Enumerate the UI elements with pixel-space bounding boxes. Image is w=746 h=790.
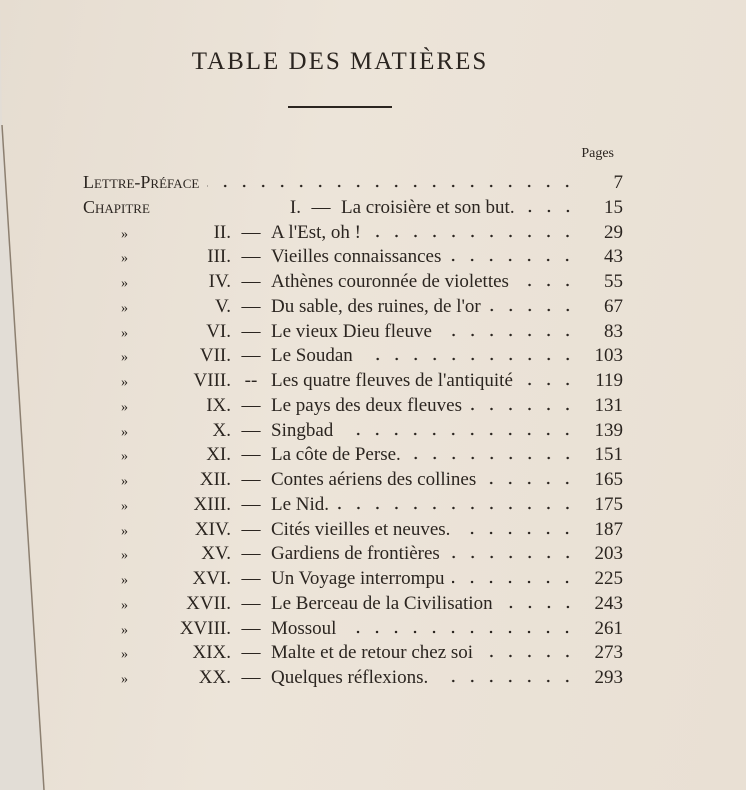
ditto-mark: » <box>121 672 128 687</box>
toc-entry-chapter <box>83 395 623 420</box>
toc-entry-chapter <box>83 568 623 593</box>
dash: — <box>241 345 261 367</box>
dot-leader <box>481 654 577 658</box>
chapter-title: Le vieux Dieu fleuve <box>271 320 432 342</box>
chapter-title: La côte de Perse. <box>271 444 401 466</box>
dot-leader <box>369 234 577 238</box>
dash: — <box>241 617 261 639</box>
toc-entry-chapter <box>83 469 623 494</box>
ditto-mark: » <box>121 300 128 316</box>
dash: — <box>241 394 261 416</box>
chapter-number: V. <box>214 295 231 317</box>
chapter-title: Malte et de retour chez soi <box>271 642 474 664</box>
toc-entry-chapter <box>83 420 623 445</box>
toc-entry-chapter <box>83 667 623 692</box>
toc-entry-chapter <box>83 222 623 247</box>
page-number: 273 <box>594 642 623 664</box>
page-number: 203 <box>594 543 623 565</box>
page-number: 119 <box>595 370 623 391</box>
dot-leader <box>341 432 577 436</box>
dot-leader <box>337 506 577 510</box>
dot-leader <box>207 184 577 188</box>
preface-label: Lettre-Préface <box>83 172 200 192</box>
dash: — <box>241 419 261 441</box>
toc-entry-chapter <box>83 494 623 519</box>
chapter-number: III. <box>207 246 231 268</box>
page-number: 175 <box>594 493 623 515</box>
ditto-mark: » <box>121 424 128 440</box>
chapter-title: Un Voyage interrompu <box>271 568 445 589</box>
chapter-title: Quelques réflexions. <box>271 667 429 688</box>
page-number: 131 <box>594 394 623 416</box>
ditto-mark: » <box>121 597 128 613</box>
page-number: 165 <box>594 469 623 490</box>
toc-entry-chapter <box>83 543 623 568</box>
toc-entry-chapter <box>83 618 623 643</box>
chapter-title: Les quatre fleuves de l'antiquité <box>271 370 513 391</box>
dash: — <box>241 271 261 292</box>
page-number: 293 <box>594 667 623 688</box>
ditto-mark: » <box>121 523 128 539</box>
chapter-number: XV. <box>201 543 231 565</box>
ditto-mark: » <box>121 449 128 465</box>
dot-leader <box>458 531 577 535</box>
dash: — <box>241 543 261 565</box>
chapter-number: XI. <box>206 444 231 466</box>
dash: — <box>241 667 261 688</box>
chapter-number: I. <box>289 196 301 218</box>
ditto-mark: » <box>121 399 128 415</box>
ditto-mark: » <box>121 325 128 341</box>
chapter-label: Chapitre <box>83 196 150 217</box>
dot-leader <box>521 382 577 386</box>
dash: — <box>241 493 261 515</box>
dot-leader <box>501 605 577 609</box>
chapter-number: XVIII. <box>179 617 231 639</box>
toc-entry-chapter <box>83 321 623 346</box>
toc-entry-chapter <box>83 519 623 544</box>
dash: — <box>241 246 261 268</box>
chapter-number: XX. <box>198 667 231 688</box>
ditto-mark: » <box>121 375 128 390</box>
dash: — <box>241 592 261 614</box>
ditto-mark: » <box>121 573 128 588</box>
chapter-title: Le Soudan <box>271 345 353 367</box>
dot-leader <box>448 555 577 559</box>
dash: -- <box>244 370 258 391</box>
ditto-mark: » <box>121 548 128 564</box>
toc-entry-chapter <box>83 593 623 618</box>
ditto-mark: » <box>121 276 128 291</box>
page-number: 225 <box>594 568 623 589</box>
chapter-title: La croisière et son but. <box>341 196 515 218</box>
page-title: TABLE DES MATIÈRES <box>191 48 489 75</box>
page-number: 261 <box>594 617 623 639</box>
page-number: 7 <box>613 172 623 193</box>
chapter-number: IX. <box>206 394 231 416</box>
dot-leader <box>440 333 577 337</box>
dot-leader <box>489 308 577 312</box>
chapter-title: Le Nid. <box>271 493 330 515</box>
title-rule <box>288 106 392 108</box>
page-number: 55 <box>604 271 623 292</box>
chapter-title: Cités vieilles et neuves. <box>271 518 451 540</box>
dash: — <box>241 444 261 466</box>
dash: — <box>241 469 261 490</box>
toc-entry-chapter <box>83 296 623 321</box>
page-number: 43 <box>604 246 623 268</box>
chapter-title: Singbad <box>271 419 334 441</box>
page-number: 29 <box>604 221 623 243</box>
table-of-contents <box>83 172 623 692</box>
chapter-number: VII. <box>199 345 231 367</box>
chapter-title: Gardiens de frontières <box>271 543 440 565</box>
ditto-mark: » <box>121 350 128 366</box>
page-number: 187 <box>594 518 623 540</box>
chapter-title: Mossoul <box>271 617 337 639</box>
ditto-mark: » <box>121 474 128 489</box>
dot-leader <box>436 679 577 683</box>
page-number: 139 <box>594 419 623 441</box>
toc-entry-chapter <box>83 197 623 222</box>
page-number: 151 <box>594 444 623 466</box>
chapter-title: Athènes couronnée de violettes <box>271 271 509 292</box>
ditto-mark: » <box>121 647 128 663</box>
dot-leader <box>517 283 577 287</box>
chapter-title: Le Berceau de la Civilisation <box>271 592 493 614</box>
page-number: 67 <box>604 295 623 317</box>
toc-entry-chapter <box>83 345 623 370</box>
dot-leader <box>484 481 577 485</box>
page-number: 103 <box>594 345 623 367</box>
chapter-number: XVI. <box>192 568 231 589</box>
page-number: 243 <box>594 592 623 614</box>
chapter-number: XII. <box>199 469 231 490</box>
dash: — <box>241 295 261 317</box>
ditto-mark: » <box>121 622 128 638</box>
dot-leader <box>470 407 577 411</box>
toc-entry-chapter <box>83 246 623 271</box>
ditto-mark: » <box>121 251 128 267</box>
toc-entry-preface <box>83 172 623 197</box>
ditto-mark: » <box>121 226 128 242</box>
chapter-title: A l'Est, oh ! <box>271 221 361 243</box>
dot-leader <box>523 209 577 213</box>
dash: — <box>241 642 261 664</box>
toc-entry-chapter <box>83 271 623 296</box>
dot-leader <box>409 456 577 460</box>
dash: — <box>241 568 261 589</box>
ditto-mark: » <box>121 498 128 514</box>
toc-entry-chapter <box>83 642 623 667</box>
dash: — <box>241 518 261 540</box>
page-number: 15 <box>604 196 623 218</box>
chapter-title: Contes aériens des collines <box>271 469 477 490</box>
toc-entry-chapter <box>83 370 623 395</box>
dash: — <box>241 320 261 342</box>
chapter-number: XIX. <box>192 642 231 664</box>
chapter-title: Vieilles connaissances <box>271 246 442 268</box>
chapter-number: II. <box>213 221 231 243</box>
dot-leader <box>361 357 577 361</box>
chapter-number: IV. <box>208 271 231 292</box>
toc-entry-chapter <box>83 444 623 469</box>
dash: — <box>311 196 331 218</box>
pages-column-label: Pages <box>581 146 614 161</box>
chapter-number: XIII. <box>193 493 231 515</box>
chapter-title: Du sable, des ruines, de l'or <box>271 295 481 317</box>
dash: — <box>241 221 261 243</box>
page-number: 83 <box>604 320 623 342</box>
dot-leader <box>452 580 577 584</box>
dot-leader <box>449 258 577 262</box>
chapter-number: VIII. <box>193 370 231 391</box>
chapter-number: VI. <box>206 320 231 342</box>
chapter-number: XVII. <box>186 592 231 614</box>
dot-leader <box>344 630 577 634</box>
chapter-title: Le pays des deux fleuves <box>271 394 462 416</box>
chapter-number: X. <box>212 419 231 441</box>
chapter-number: XIV. <box>194 518 231 540</box>
